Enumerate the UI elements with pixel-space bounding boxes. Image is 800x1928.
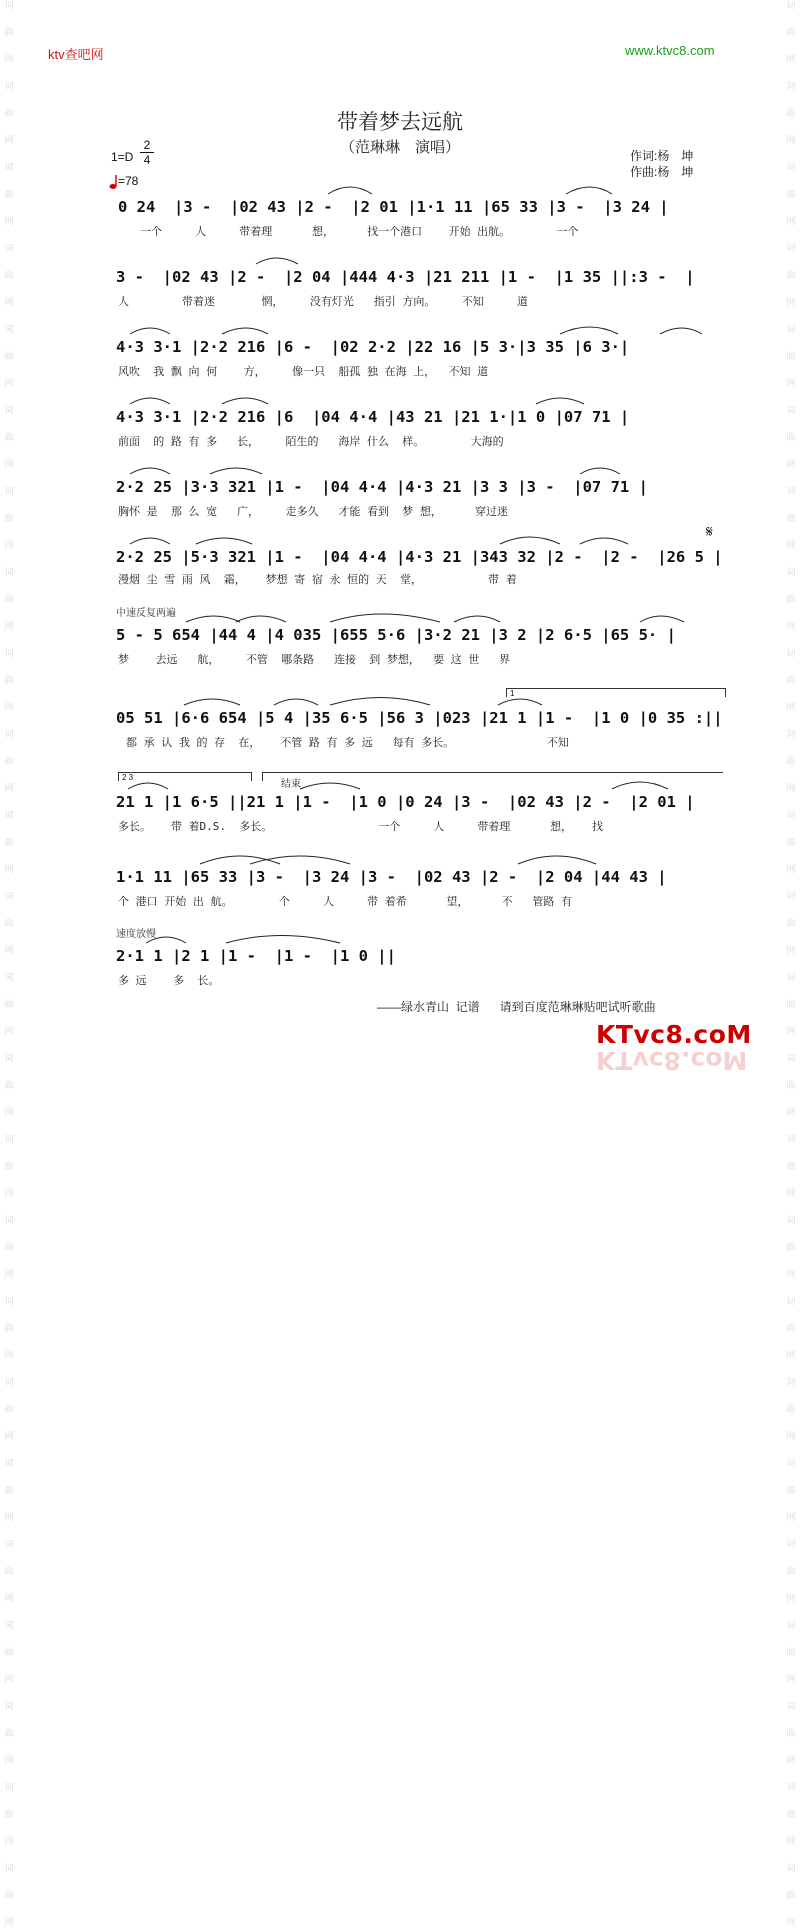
watermark-char: 曲 <box>786 1404 796 1414</box>
watermark-char: 词 <box>786 1215 796 1225</box>
site-name-left[interactable]: ktv查吧网 <box>48 47 104 62</box>
watermark-char: 词 <box>4 648 14 658</box>
time-signature <box>140 138 154 167</box>
watermark-char: 网 <box>4 135 14 145</box>
watermark-char: 曲 <box>786 513 796 523</box>
watermark-char: 曲 <box>786 1242 796 1252</box>
notation-line: 2·2 25 |3·3 321 |1 - |04 4·4 |4·3 21 |3 3 |3 - |07 71 | <box>116 478 648 496</box>
watermark-char: 曲 <box>786 432 796 442</box>
watermark-char: 网 <box>4 864 14 874</box>
lyrics-line: 都 承 认 我 的 存 在， 不管 路 有 多 远 每有 多长。 不知 <box>126 736 569 749</box>
watermark-char: 网 <box>786 1755 796 1765</box>
watermark-char: 词 <box>4 1863 14 1873</box>
volta-second-ending: 2 3 <box>118 772 252 781</box>
watermark-char: 网 <box>4 702 14 712</box>
watermark-char: 词 <box>4 1782 14 1792</box>
watermark-char: 词 <box>4 729 14 739</box>
watermark-char: 词 <box>786 729 796 739</box>
watermark-char: 网 <box>786 135 796 145</box>
watermark-char: 曲 <box>786 1323 796 1333</box>
watermark-char: 词 <box>4 1458 14 1468</box>
watermark-char: 曲 <box>786 1809 796 1819</box>
watermark-char: 曲 <box>4 432 14 442</box>
watermark-char: 网 <box>786 1593 796 1603</box>
watermark-char: 词 <box>786 324 796 334</box>
watermark-char: 曲 <box>4 270 14 280</box>
notation-line: 2·2 25 |5·3 321 |1 - |04 4·4 |4·3 21 |343 32 |2 - |2 - |26 5 | <box>116 548 723 566</box>
watermark-char: 词 <box>4 405 14 415</box>
watermark-char: 曲 <box>4 918 14 928</box>
watermark-char: 曲 <box>786 918 796 928</box>
song-title: 带着梦去远航 <box>337 111 463 134</box>
watermark-char: 词 <box>786 0 796 10</box>
watermark-char: 曲 <box>4 351 14 361</box>
song-performer: （范琳琳 演唱） <box>339 139 460 156</box>
watermark-char: 词 <box>786 81 796 91</box>
watermark-char: 网 <box>786 1188 796 1198</box>
watermark-char: 网 <box>786 540 796 550</box>
watermark-char: 网 <box>786 54 796 64</box>
watermark-char: 词 <box>4 243 14 253</box>
watermark-char: 曲 <box>4 1809 14 1819</box>
volta-ending: 结束 <box>262 772 723 781</box>
side-watermark-right <box>784 0 798 1927</box>
lyricist: 作词:杨 坤 <box>630 149 694 163</box>
watermark-char: 词 <box>4 1053 14 1063</box>
watermark-char: 词 <box>4 1620 14 1630</box>
notation-line: 3 - |02 43 |2 - |2 04 |444 4·3 |21 211 |1 - |1 35 ||:3 - | <box>116 268 695 286</box>
quarter-note-icon <box>109 174 118 190</box>
watermark-char: 词 <box>4 1134 14 1144</box>
repeat-instruction: 中速反复两遍 <box>116 608 176 619</box>
watermark-char: 网 <box>786 945 796 955</box>
watermark-char: 曲 <box>786 108 796 118</box>
watermark-char: 词 <box>786 567 796 577</box>
watermark-char: 曲 <box>4 999 14 1009</box>
watermark-char: 曲 <box>786 27 796 37</box>
watermark-char: 曲 <box>4 675 14 685</box>
watermark-char: 曲 <box>786 189 796 199</box>
watermark-char: 曲 <box>786 270 796 280</box>
watermark-char: 网 <box>786 1269 796 1279</box>
lyrics-line: 漫烟 尘 雪 雨 风 霜， 梦想 寄 宿 永 恒的 天 堂， 带 着 <box>118 573 517 586</box>
watermark-char: 词 <box>786 1296 796 1306</box>
watermark-char: 词 <box>786 1053 796 1063</box>
watermark-char: 词 <box>4 0 14 10</box>
watermark-char: 网 <box>4 1674 14 1684</box>
watermark-char: 网 <box>786 1107 796 1117</box>
watermark-char: 网 <box>4 783 14 793</box>
watermark-char: 词 <box>786 162 796 172</box>
watermark-char: 网 <box>4 1917 14 1927</box>
watermark-char: 曲 <box>786 837 796 847</box>
lyrics-line: 多 远 多 长。 <box>118 974 220 987</box>
watermark-char: 网 <box>786 1512 796 1522</box>
side-watermark-left <box>2 0 16 1927</box>
watermark-char: 网 <box>786 216 796 226</box>
watermark-char: 词 <box>786 648 796 658</box>
watermark-char: 曲 <box>4 1404 14 1414</box>
volta-first-ending: 1 <box>506 688 726 697</box>
watermark-char: 网 <box>4 459 14 469</box>
watermark-char: 曲 <box>786 1161 796 1171</box>
watermark-char: 网 <box>786 1836 796 1846</box>
watermark-char: 曲 <box>786 1890 796 1900</box>
watermark-char: 曲 <box>4 189 14 199</box>
watermark-char: 网 <box>4 1026 14 1036</box>
watermark-char: 曲 <box>786 999 796 1009</box>
watermark-char: 词 <box>786 486 796 496</box>
watermark-char: 词 <box>786 243 796 253</box>
watermark-char: 网 <box>786 1917 796 1927</box>
watermark-char: 网 <box>786 1350 796 1360</box>
watermark-char: 网 <box>4 1512 14 1522</box>
watermark-char: 曲 <box>4 1161 14 1171</box>
notation-line: 21 1 |1 6·5 ||21 1 |1 - |1 0 |0 24 |3 - |02 43 |2 - |2 01 | <box>116 793 695 811</box>
watermark-char: 词 <box>4 972 14 982</box>
watermark-char: 词 <box>4 810 14 820</box>
watermark-char: 网 <box>786 378 796 388</box>
watermark-char: 词 <box>4 1215 14 1225</box>
time-signature-bottom: 4 <box>140 152 154 167</box>
watermark-char: 词 <box>786 1863 796 1873</box>
watermark-char: 网 <box>4 945 14 955</box>
watermark-char: 曲 <box>4 108 14 118</box>
notation-line: 1·1 11 |65 33 |3 - |3 24 |3 - |02 43 |2 - |2 04 |44 43 | <box>116 868 667 886</box>
watermark-char: 网 <box>4 1107 14 1117</box>
site-logo[interactable] <box>596 1020 756 1090</box>
watermark-char: 词 <box>786 1620 796 1630</box>
lyrics-line: 多长。 带 着D.S. 多长。 一个 人 带着理 想， 找 <box>118 820 604 833</box>
notation-line: 4·3 3·1 |2·2 216 |6 - |02 2·2 |22 16 |5 3·|3 35 |6 3·| <box>116 338 630 356</box>
watermark-char: 网 <box>786 702 796 712</box>
watermark-char: 网 <box>786 621 796 631</box>
watermark-char: 网 <box>4 216 14 226</box>
watermark-char: 词 <box>4 1296 14 1306</box>
watermark-char: 网 <box>4 1836 14 1846</box>
watermark-char: 网 <box>4 1188 14 1198</box>
watermark-char: 曲 <box>4 1080 14 1090</box>
lyrics-line: 前面 的 路 有 多 长， 陌生的 海岸 什么 样。 大海的 <box>118 435 504 448</box>
watermark-char: 网 <box>786 1431 796 1441</box>
key-signature: 1=D <box>111 150 134 164</box>
lyrics-line: 个 港口 开始 出 航。 个 人 带 着希 望， 不 管路 有 <box>118 895 573 908</box>
watermark-char: 网 <box>786 459 796 469</box>
watermark-char: 词 <box>786 1701 796 1711</box>
watermark-char: 网 <box>786 864 796 874</box>
watermark-char: 曲 <box>4 1728 14 1738</box>
watermark-char: 词 <box>786 891 796 901</box>
tempo-marking <box>109 174 138 190</box>
watermark-char: 曲 <box>4 1242 14 1252</box>
site-url-right[interactable]: www.ktvc8.com <box>625 43 715 58</box>
watermark-char: 词 <box>786 405 796 415</box>
slow-down-instruction: 速度放慢 <box>116 929 156 940</box>
watermark-char: 曲 <box>786 756 796 766</box>
watermark-char: 词 <box>4 486 14 496</box>
watermark-char: 网 <box>786 783 796 793</box>
watermark-char: 曲 <box>4 1566 14 1576</box>
watermark-char: 曲 <box>4 1890 14 1900</box>
watermark-char: 网 <box>4 621 14 631</box>
watermark-char: 网 <box>4 540 14 550</box>
composer: 作曲:杨 坤 <box>630 165 694 179</box>
watermark-char: 网 <box>4 1269 14 1279</box>
watermark-char: 网 <box>4 1593 14 1603</box>
lyrics-line: 风吹 我 飘 向 何 方， 像一只 船孤 独 在海 上， 不知 道 <box>118 365 489 378</box>
notation-line: 05 51 |6·6 654 |5 4 |35 6·5 |56 3 |023 |21 1 |1 - |1 0 |0 35 :|| <box>116 709 723 727</box>
watermark-char: 曲 <box>786 1728 796 1738</box>
watermark-char: 曲 <box>4 756 14 766</box>
notation-line: 0 24 |3 - |02 43 |2 - |2 01 |1·1 11 |65 33 |3 - |3 24 | <box>118 198 669 216</box>
watermark-char: 曲 <box>4 513 14 523</box>
segno-icon: 𝄋 <box>706 524 713 541</box>
notation-line: 5 - 5 654 |44 4 |4 035 |655 5·6 |3·2 21 |3 2 |2 6·5 |65 5· | <box>116 626 676 644</box>
watermark-char: 曲 <box>4 27 14 37</box>
watermark-char: 网 <box>4 378 14 388</box>
watermark-char: 曲 <box>4 1323 14 1333</box>
lyrics-line: 一个 人 带着理 想， 找一个港口 开始 出航。 一个 <box>140 225 579 238</box>
watermark-char: 词 <box>786 1134 796 1144</box>
watermark-char: 词 <box>4 891 14 901</box>
watermark-char: 曲 <box>786 1080 796 1090</box>
watermark-char: 曲 <box>786 1647 796 1657</box>
watermark-char: 词 <box>4 567 14 577</box>
watermark-char: 曲 <box>4 837 14 847</box>
watermark-char: 曲 <box>4 594 14 604</box>
time-signature-top: 2 <box>143 138 151 152</box>
watermark-char: 词 <box>4 324 14 334</box>
watermark-char: 网 <box>4 54 14 64</box>
watermark-char: 词 <box>786 1458 796 1468</box>
logo-reflection: KTvc8.coM <box>596 1046 748 1075</box>
watermark-char: 词 <box>786 1782 796 1792</box>
notation-line: 4·3 3·1 |2·2 216 |6 |04 4·4 |43 21 |21 1·|1 0 |07 71 | <box>116 408 630 426</box>
watermark-char: 曲 <box>4 1485 14 1495</box>
watermark-char: 词 <box>786 810 796 820</box>
watermark-char: 曲 <box>786 1485 796 1495</box>
watermark-char: 曲 <box>786 594 796 604</box>
notation-line: 2·1 1 |2 1 |1 - |1 - |1 0 || <box>116 947 396 965</box>
lyrics-line: 人 带着迷 惘， 没有灯光 指引 方向。 不知 道 <box>118 295 528 308</box>
credits <box>630 148 693 180</box>
watermark-char: 词 <box>786 1539 796 1549</box>
tempo-value: =78 <box>118 174 139 189</box>
watermark-char: 曲 <box>786 351 796 361</box>
watermark-char: 词 <box>4 162 14 172</box>
watermark-char: 曲 <box>786 675 796 685</box>
lyrics-line: 梦 去远 航， 不管 哪条路 连接 到 梦想， 要 这 世 界 <box>118 653 511 666</box>
watermark-char: 网 <box>786 1674 796 1684</box>
watermark-char: 词 <box>4 81 14 91</box>
watermark-char: 网 <box>786 297 796 307</box>
watermark-char: 曲 <box>786 1566 796 1576</box>
logo-text: KTvc8.coM <box>596 1020 752 1049</box>
watermark-char: 曲 <box>4 1647 14 1657</box>
watermark-char: 网 <box>4 1755 14 1765</box>
lyrics-line: 胸怀 是 那 么 宽 广， 走多久 才能 看到 梦 想， 穿过迷 <box>118 505 508 518</box>
watermark-char: 词 <box>786 972 796 982</box>
watermark-char: 网 <box>786 1026 796 1036</box>
watermark-char: 网 <box>4 297 14 307</box>
watermark-char: 词 <box>4 1539 14 1549</box>
watermark-char: 词 <box>4 1701 14 1711</box>
watermark-char: 网 <box>4 1431 14 1441</box>
watermark-char: 网 <box>4 1350 14 1360</box>
watermark-char: 词 <box>4 1377 14 1387</box>
transcription-credit: ——绿水青山 记谱 请到百度范琳琳贴吧试听歌曲 <box>377 1000 656 1014</box>
watermark-char: 词 <box>786 1377 796 1387</box>
